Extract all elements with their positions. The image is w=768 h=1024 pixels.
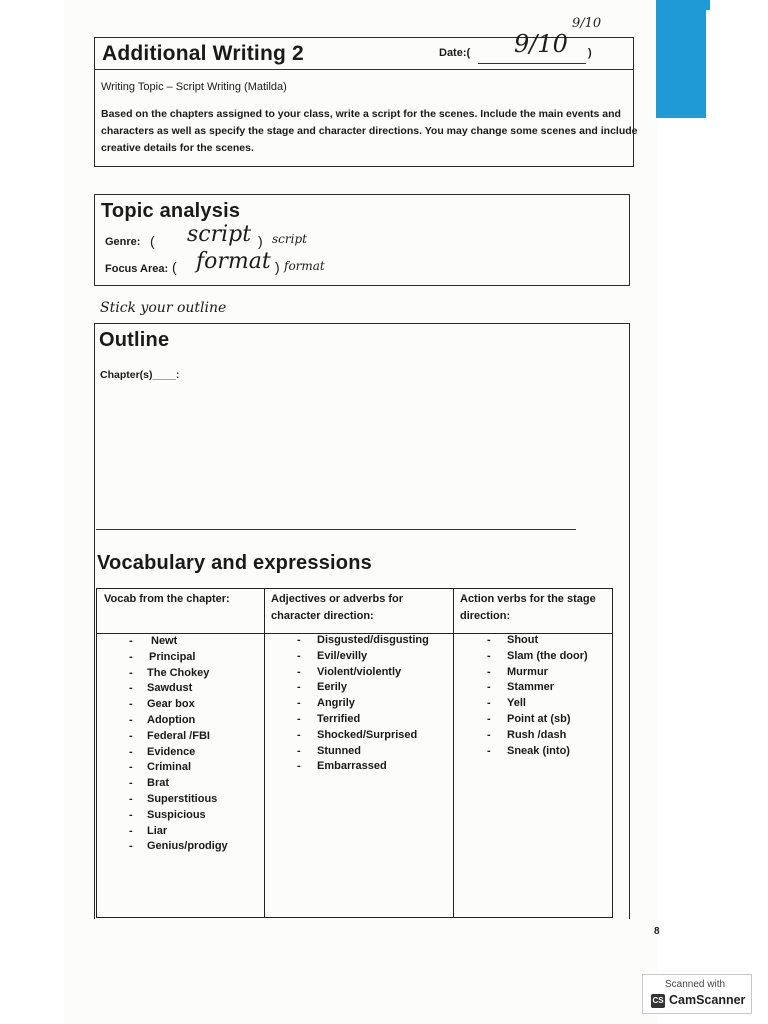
chapters-label: Chapter(s)____: [100,369,180,381]
vocab-list [129,634,228,855]
focus-area-answer: format [196,249,271,274]
action-verbs-column-header: Action verbs for the stage direction: [460,593,596,622]
list-item: - Sneak (into) [487,744,570,757]
list-item: - Gear box [129,698,195,711]
list-item: - Federal /FBI [129,729,210,742]
scanned-with-label: Scanned with [665,979,726,990]
page-edge-tab-notch [706,0,710,10]
list-item: - Shout [487,634,539,646]
action-verbs-list [487,633,588,759]
date-underline [478,63,586,64]
outline-title: Outline [99,329,170,351]
adjectives-list [297,633,429,775]
camscanner-badge [642,974,752,1014]
worksheet-title: Additional Writing 2 [102,42,304,65]
camscanner-logo-icon: CS [651,994,665,1008]
topic-line: Writing Topic – Script Writing (Matilda) [101,81,287,93]
list-item: - Superstitious [129,792,218,805]
focus-area-note: format [284,259,325,273]
column-divider-2 [453,589,454,917]
list-item: - Disgusted/disgusting [297,634,429,646]
header-divider [94,69,634,70]
date-label: Date:( [439,47,471,59]
list-item: - Violent/violently [297,665,402,678]
list-item: - Terrified [297,712,361,725]
instructions-line-2: characters as well as specify the stage and character directions. You may change some scenes and include [101,125,638,137]
list-item: - Genius/prodigy [129,840,228,853]
vocabulary-table [96,588,613,918]
focus-area-label: Focus Area: [105,263,169,275]
list-item: - Yell [487,697,526,710]
focus-open-paren: ( [172,259,177,275]
list-item: - Rush /dash [487,728,567,741]
genre-note: script [272,232,307,246]
vocabulary-title: Vocabulary and expressions [97,552,372,574]
list-item: - Brat [129,777,170,790]
list-item: - Suspicious [129,808,206,821]
list-item: - Sawdust [129,682,193,695]
topic-analysis-title: Topic analysis [101,200,241,222]
list-item: - Angrily [297,697,355,710]
date-handwritten: 9/10 [514,30,568,58]
date-close: ) [588,47,592,59]
list-item: - Newt [129,635,178,647]
list-item: - Liar [129,824,168,837]
list-item: - Stunned [297,744,361,757]
instructions-line-1: Based on the chapters assigned to your class, write a script for the scenes. Include the main events and [101,108,621,120]
genre-answer: script [187,222,252,247]
list-item: - The Chokey [129,666,210,679]
score-corner: 9/10 [572,16,602,31]
list-item: - Evidence [129,745,196,758]
list-item: - Principal [129,650,196,663]
genre-open-paren: ( [150,233,155,249]
column-divider-1 [264,589,265,917]
list-item: - Murmur [487,665,548,678]
outline-bottom-rule [96,529,576,530]
page-edge-tab [656,0,706,118]
list-item: - Point at (sb) [487,712,571,725]
genre-label: Genre: [105,236,141,248]
adjectives-column-header: Adjectives or adverbs for character direction: [271,593,404,622]
instructions-line-3: creative details for the scenes. [101,142,254,154]
vocab-column-header: Vocab from the chapter: [104,593,230,605]
page-number: 8 [654,926,660,937]
outline-margin-note: Stick your outline [100,300,227,316]
camscanner-name: CamScanner [669,993,746,1007]
list-item: - Slam (the door) [487,649,588,662]
genre-close-paren: ) [258,233,263,249]
list-item: - Evil/evilly [297,649,368,662]
list-item: - Eerily [297,681,347,694]
focus-close-paren: ) [275,259,280,275]
list-item: - Shocked/Surprised [297,728,418,741]
list-item: - Criminal [129,761,192,774]
list-item: - Stammer [487,681,555,694]
list-item: - Embarrassed [297,760,387,773]
list-item: - Adoption [129,713,196,726]
